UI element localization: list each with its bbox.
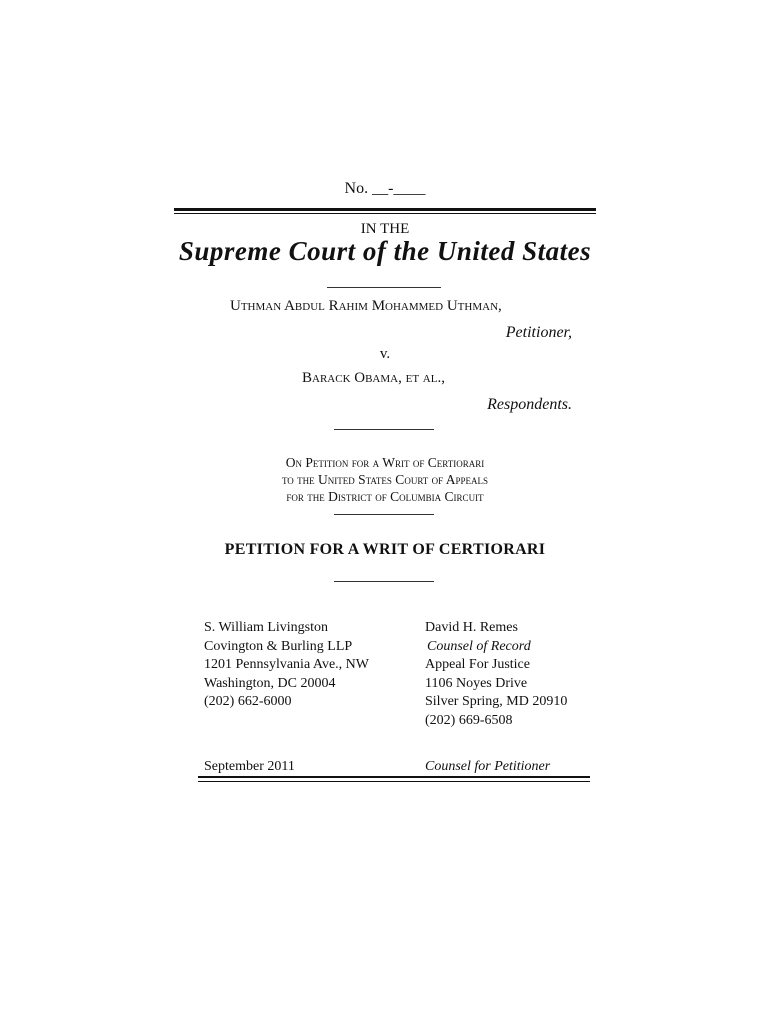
petition-subtitle bbox=[0, 454, 770, 505]
bottom-rule-thick bbox=[198, 776, 590, 778]
divider-rule bbox=[334, 514, 434, 515]
counsel-right-phone: (202) 669-6508 bbox=[425, 712, 513, 728]
counsel-of-record: Counsel of Record bbox=[427, 638, 531, 654]
respondent-name: Barack Obama, et al., bbox=[302, 370, 445, 386]
counsel-right-city: Silver Spring, MD 20910 bbox=[425, 694, 568, 710]
bottom-rule-thin bbox=[198, 781, 590, 782]
counsel-left-city: Washington, DC 20004 bbox=[204, 675, 336, 691]
filing-date: September 2011 bbox=[204, 759, 295, 774]
counsel-for-label: Counsel for Petitioner bbox=[425, 759, 551, 774]
docket-number: No. __-____ bbox=[344, 180, 426, 197]
counsel-left-phone: (202) 662-6000 bbox=[204, 694, 292, 710]
versus: v. bbox=[379, 346, 391, 362]
counsel-right-address: 1106 Noyes Drive bbox=[425, 675, 528, 691]
petitioner-name: Uthman Abdul Rahim Mohammed Uthman, bbox=[230, 298, 502, 314]
counsel-right-name: David H. Remes bbox=[425, 620, 518, 635]
counsel-left-address: 1201 Pennsylvania Ave., NW bbox=[204, 657, 369, 673]
divider-rule bbox=[334, 581, 434, 582]
counsel-left-name: S. William Livingston bbox=[204, 620, 329, 635]
divider-rule bbox=[327, 287, 441, 288]
petition-line: On Petition for a Writ of Certiorari bbox=[285, 455, 485, 470]
top-rule-thin bbox=[174, 213, 596, 214]
counsel-left bbox=[204, 619, 369, 712]
respondent-role: Respondents. bbox=[487, 396, 572, 413]
petitioner-role: Petitioner, bbox=[505, 324, 572, 341]
counsel-right-org: Appeal For Justice bbox=[425, 657, 530, 673]
counsel-right bbox=[425, 619, 567, 731]
top-rule-thick bbox=[174, 208, 596, 211]
in-the-label: IN THE bbox=[360, 221, 410, 237]
divider-rule bbox=[334, 429, 434, 430]
petition-line: to the United States Court of Appeals bbox=[281, 472, 489, 487]
court-name: Supreme Court of the United States bbox=[178, 236, 592, 266]
petition-line: for the District of Columbia Circuit bbox=[286, 489, 484, 504]
counsel-left-firm: Covington & Burling LLP bbox=[204, 638, 353, 654]
document-title: PETITION FOR A WRIT OF CERTIORARI bbox=[224, 541, 546, 558]
